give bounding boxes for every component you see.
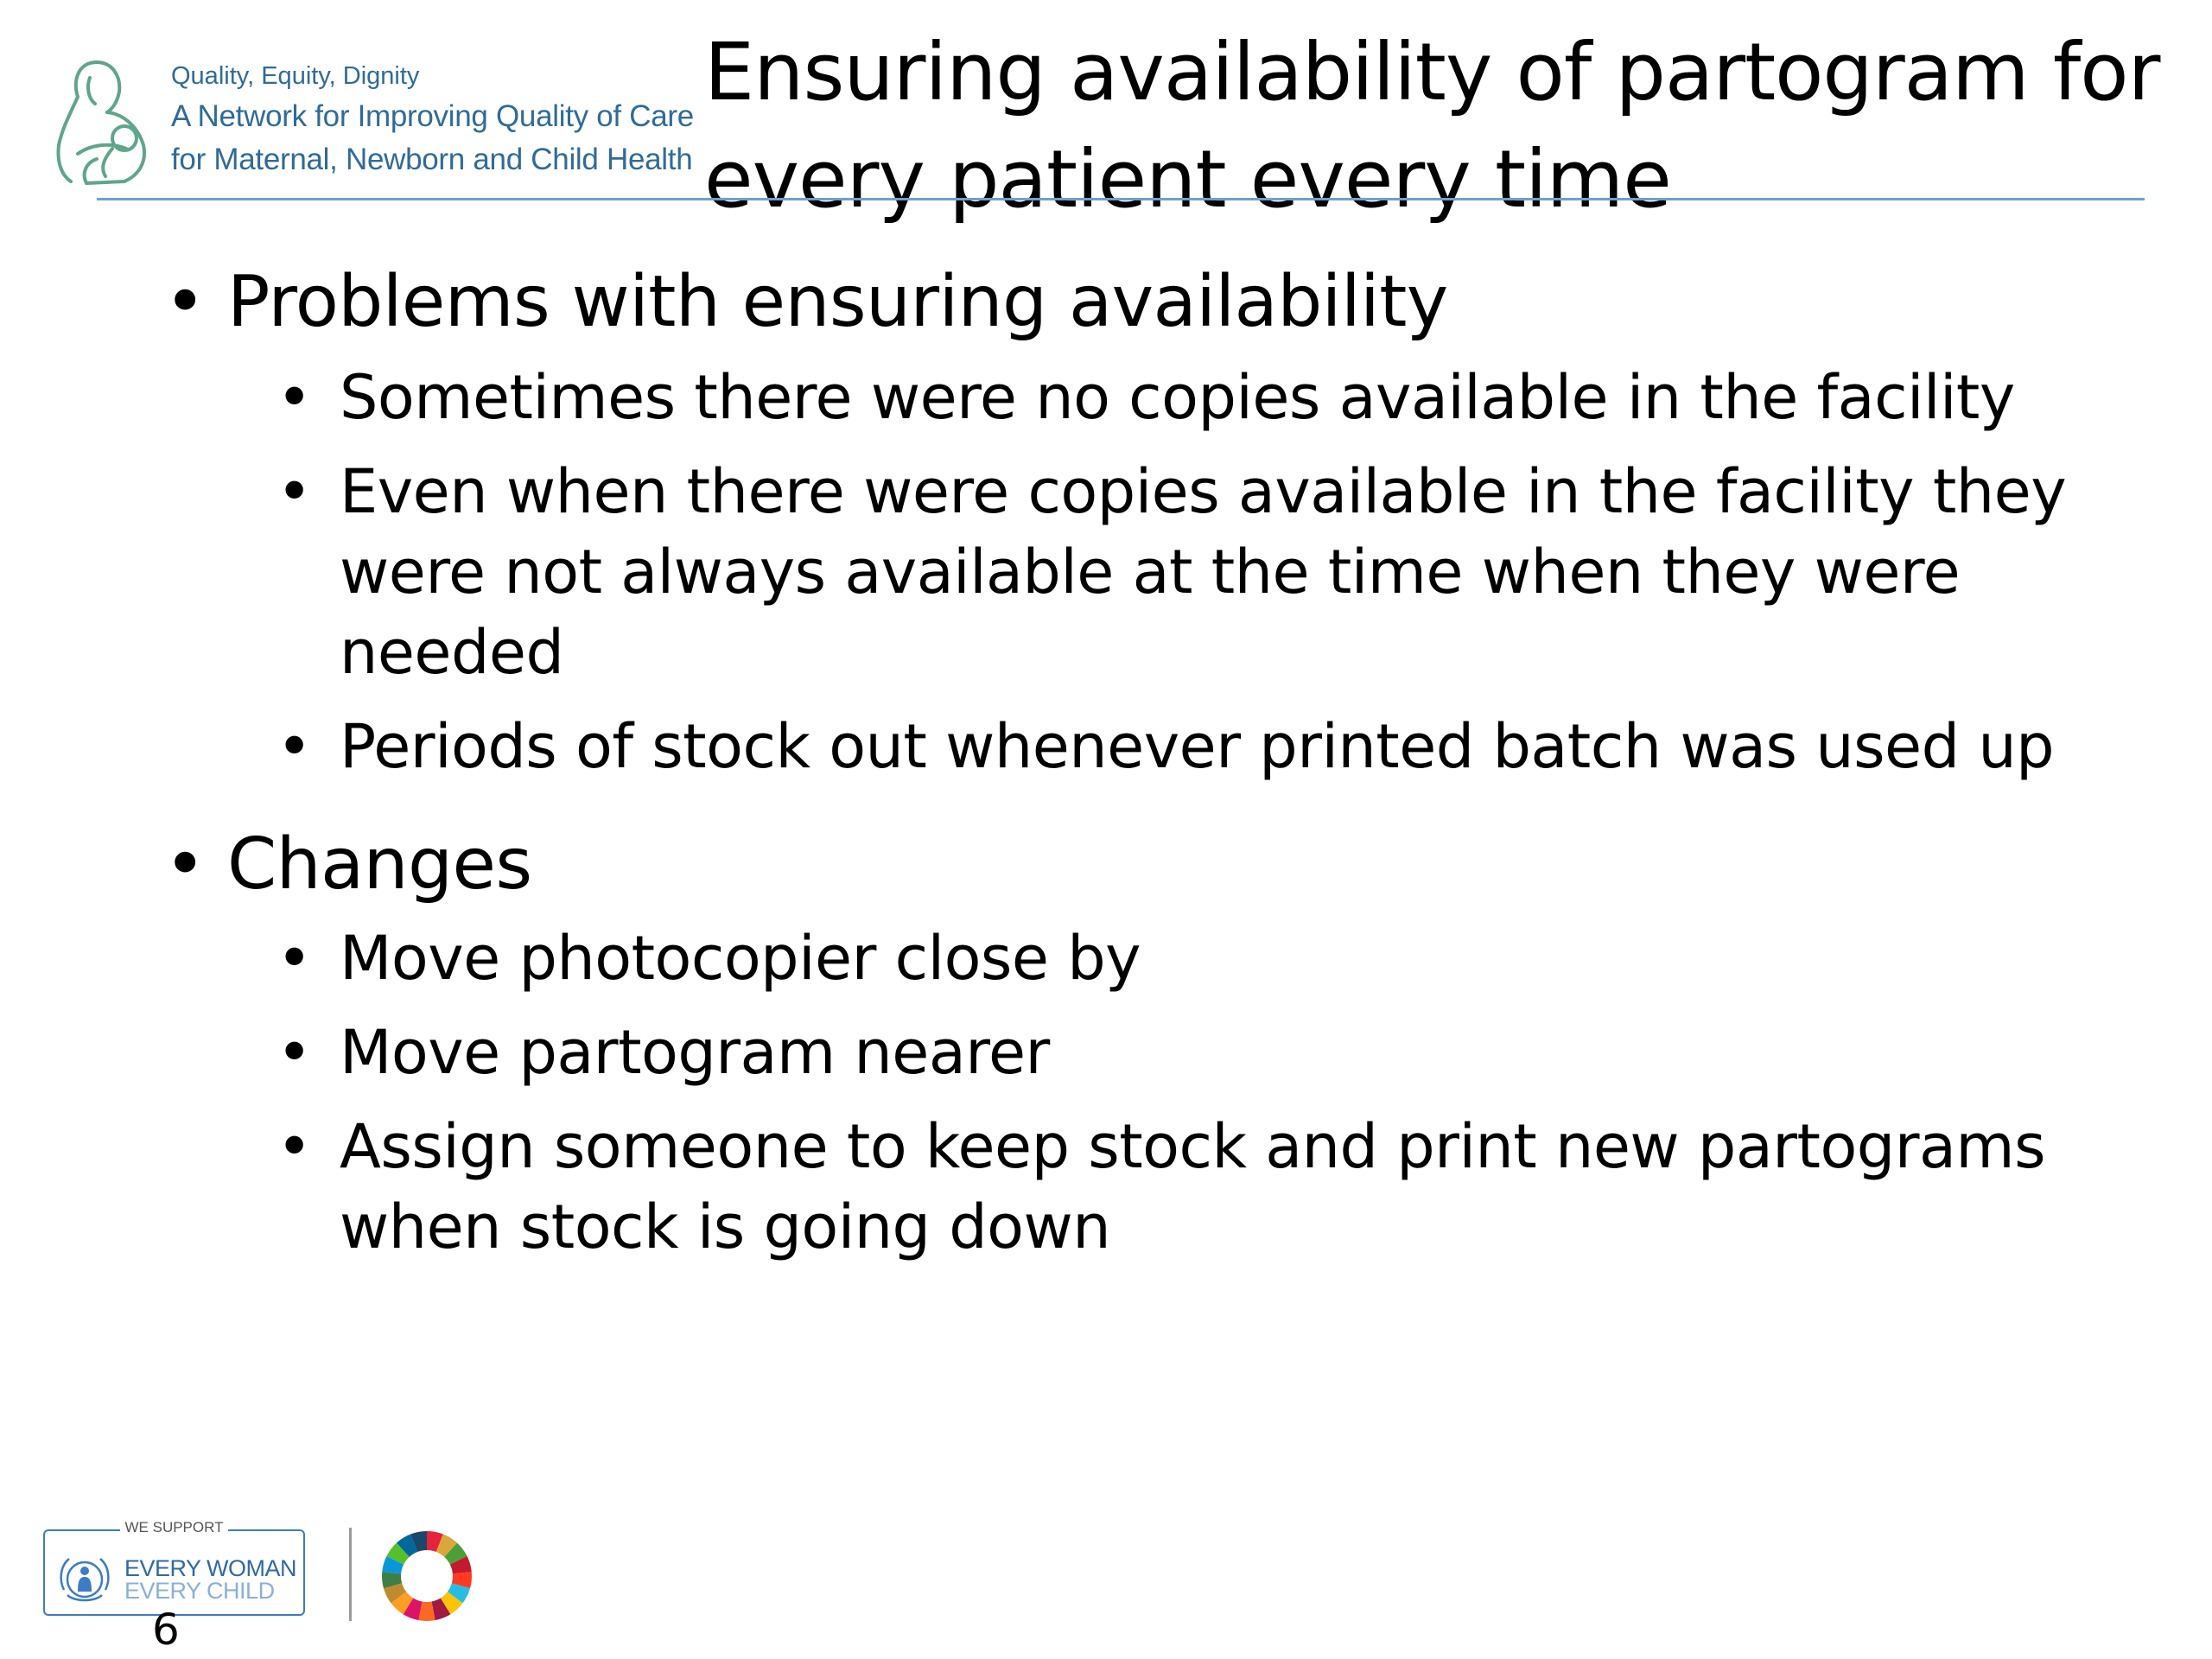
bullet-icon: •	[164, 261, 206, 343]
sub-bullet-not-available-when-needed	[276, 452, 2134, 693]
sub-bullet-move-partogram	[276, 1013, 2134, 1093]
ewec-line-1: EVERY WOMAN	[124, 1555, 297, 1581]
bullet-icon: •	[276, 456, 312, 527]
bullet-icon: •	[276, 1017, 312, 1088]
sub-bullet-text: Sometimes there were no copies available in the facility	[340, 362, 2015, 433]
sdg-wheel-icon	[380, 1529, 474, 1623]
mother-and-child-logo-icon	[52, 52, 156, 190]
bullet-changes	[164, 822, 2134, 908]
sub-bullet-text: Assign someone to keep stock and print new partograms when stock is going down	[340, 1111, 2046, 1262]
title-divider	[97, 198, 2145, 200]
sub-bullet-stock-out	[276, 707, 2134, 787]
bullet-icon: •	[276, 711, 312, 782]
sub-bullet-no-copies	[276, 358, 2134, 438]
footer-divider	[349, 1528, 352, 1621]
bullet-text: Changes	[227, 823, 532, 906]
every-woman-every-child-badge	[43, 1519, 305, 1616]
bullet-problems	[164, 259, 2134, 346]
sub-bullet-text: Move partogram nearer	[340, 1017, 1050, 1088]
we-support-label: WE SUPPORT	[120, 1519, 229, 1535]
bullet-icon: •	[276, 362, 312, 433]
slide-title	[704, 19, 2208, 233]
page-number: 6	[152, 1605, 180, 1655]
sub-bullet-text: Even when there were copies available in the facility they were not always available at the time when they were needed	[340, 456, 2067, 688]
sub-bullet-assign-someone	[276, 1107, 2134, 1268]
network-line-2: A Network for Improving Quality of Care	[171, 99, 694, 133]
slide-body	[164, 259, 2134, 1268]
sub-bullet-text: Move photocopier close by	[340, 923, 1141, 994]
sub-bullet-move-photocopier	[276, 918, 2134, 999]
network-logo	[52, 52, 694, 190]
network-tagline	[171, 57, 707, 181]
network-line-1: Quality, Equity, Dignity	[171, 62, 420, 90]
bullet-text: Problems with ensuring availability	[227, 261, 1448, 343]
ewec-line-2: EVERY CHILD	[124, 1578, 275, 1604]
network-line-3: for Maternal, Newborn and Child Health	[171, 143, 693, 176]
bullet-icon: •	[164, 823, 206, 906]
slide-title-line-2: every patient every time	[704, 133, 1671, 226]
slide-title-line-1: Ensuring availability of partogram for	[704, 26, 2160, 118]
un-emblem-icon	[55, 1550, 114, 1609]
sub-bullet-text: Periods of stock out whenever printed batch was used up	[340, 711, 2055, 782]
bullet-icon: •	[276, 1111, 312, 1182]
bullet-icon: •	[276, 923, 312, 994]
